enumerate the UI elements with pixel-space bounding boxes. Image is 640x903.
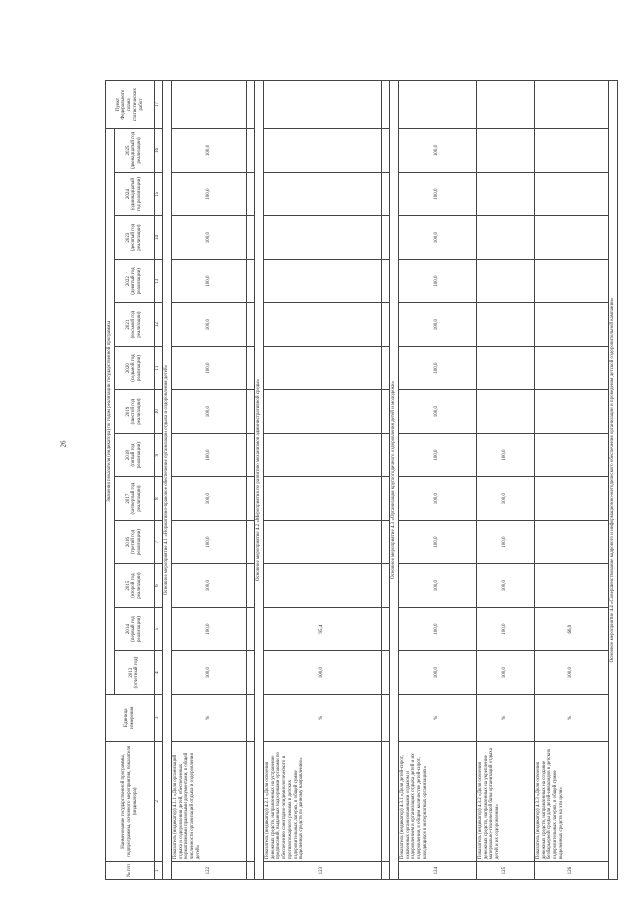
- column-number: 5: [154, 607, 162, 651]
- fedplan-cell: [398, 81, 476, 129]
- value-cell: 100,0: [398, 607, 476, 651]
- value-cell: [263, 390, 381, 434]
- value-cell: 100,0: [398, 520, 476, 564]
- fedplan-cell: [534, 81, 608, 129]
- header-year: 2025 (двенадцатый год реализации): [114, 129, 154, 173]
- value-cell: 100,0: [398, 390, 476, 434]
- header-name: Наименование государственной программы, подпрограммы, основного мероприятия, показателя (индикатора): [106, 741, 155, 861]
- column-number: 12: [154, 303, 162, 347]
- indicator-name: Показатель (индикатор) 4.3.1 «Доля детей-сирот, охваченных организованными отдыхом и оздоровлением в организациях отдыха детей и их оздоровления, в общем количестве детей-сирот, находящихся в интернатных организациях»: [398, 741, 476, 861]
- column-number: 16: [154, 129, 162, 173]
- value-cell: [263, 216, 381, 260]
- row-number: 122: [171, 862, 246, 880]
- fedplan-cell: [263, 81, 381, 129]
- value-cell: 100,0: [476, 564, 534, 608]
- indicators-table: [105, 80, 618, 880]
- value-cell: [263, 172, 381, 216]
- column-number: 7: [154, 520, 162, 564]
- unit-cell: %: [398, 694, 476, 741]
- header-year: 2022 (девятый год реализации): [114, 259, 154, 303]
- fedplan-cell: [476, 81, 534, 129]
- value-cell: [263, 129, 381, 173]
- value-cell: [534, 390, 608, 434]
- value-cell: 100,0: [171, 520, 246, 564]
- value-cell: 100,0: [171, 433, 246, 477]
- indicator-name: Показатель (индикатор) 4.1.1 «Доля организаций отдыха и оздоровления детей, обеспеченных нормативными правовыми документами, в общей численности организаций отдыха и оздоровления детей»: [171, 741, 246, 861]
- value-cell: 100,0: [398, 216, 476, 260]
- value-cell: 100,0: [398, 477, 476, 521]
- value-cell: 100,0: [263, 651, 381, 695]
- value-cell: 100,0: [398, 172, 476, 216]
- column-number: 13: [154, 259, 162, 303]
- section-title: Основное мероприятие 4.2 «Мероприятия по развитию механизмов административной среды»: [254, 81, 263, 880]
- column-number: 15: [154, 172, 162, 216]
- column-number: 9: [154, 433, 162, 477]
- value-cell: 100,0: [398, 651, 476, 695]
- value-cell: 100,0: [171, 259, 246, 303]
- value-cell: [534, 433, 608, 477]
- value-cell: [263, 477, 381, 521]
- header-year: 2015 (второй год реализации): [114, 564, 154, 608]
- value-cell: 100,0: [476, 433, 534, 477]
- value-cell: [534, 303, 608, 347]
- header-year: 2024 (одиннадцатый год реализации): [114, 172, 154, 216]
- value-cell: 95,4: [263, 607, 381, 651]
- header-year: 2017 (четвертый год реализации): [114, 477, 154, 521]
- value-cell: [476, 172, 534, 216]
- indicator-name: Показатель (индикатор) 4.2.1 «Доля освоения денежных средств, направленных на устранение предписаний, выданных надзорными органами по обеспечению санитарно-эпидемиологического и противопожарного режима в детских оздоровительных лагерях, в общей сумме выделенных средств по данному направлению»: [263, 741, 381, 861]
- value-cell: [534, 172, 608, 216]
- column-number: 11: [154, 346, 162, 390]
- column-number: 8: [154, 477, 162, 521]
- column-number: 17: [154, 81, 162, 129]
- column-number: 14: [154, 216, 162, 260]
- column-number: 4: [154, 651, 162, 695]
- value-cell: [534, 477, 608, 521]
- value-cell: [476, 129, 534, 173]
- unit-cell: %: [263, 694, 381, 741]
- unit-cell: %: [534, 694, 608, 741]
- page-number: 26: [59, 440, 68, 448]
- value-cell: 100,0: [398, 303, 476, 347]
- value-cell: 100,0: [398, 129, 476, 173]
- header-unit: Единица измерения: [106, 694, 155, 741]
- row-number: 126: [534, 862, 608, 880]
- value-cell: [534, 520, 608, 564]
- rotated-table-container: [105, 80, 615, 880]
- header-fedplan: Пункт Федерального плана статистических работ: [106, 81, 155, 129]
- value-cell: [263, 433, 381, 477]
- value-cell: [263, 303, 381, 347]
- header-values-group: Значения показателя (индикатора) по годам реализации государственной программы: [106, 129, 115, 695]
- value-cell: 100,0: [476, 651, 534, 695]
- value-cell: 100,0: [398, 259, 476, 303]
- row-number: 125: [476, 862, 534, 880]
- value-cell: [534, 259, 608, 303]
- table-row: [534, 81, 608, 880]
- value-cell: 100,0: [398, 564, 476, 608]
- column-number: 3: [154, 694, 162, 741]
- column-number: 1: [154, 862, 162, 880]
- value-cell: 100,0: [398, 433, 476, 477]
- value-cell: 100,0: [171, 303, 246, 347]
- column-numbers-row: [154, 81, 162, 880]
- unit-cell: %: [476, 694, 534, 741]
- value-cell: 100,0: [171, 564, 246, 608]
- value-cell: 100,0: [171, 607, 246, 651]
- value-cell: [476, 346, 534, 390]
- value-cell: 100,0: [171, 390, 246, 434]
- value-cell: 100,0: [476, 520, 534, 564]
- header-num: № п/п: [106, 862, 155, 880]
- value-cell: 100,0: [171, 216, 246, 260]
- indicator-name: Показатель (индикатор) 4.3.2 «Доля освоения денежных средств, направленных на укрепление материально-технической базы организаций отдыха детей и их оздоровления»: [476, 741, 534, 861]
- section-title: Основное мероприятие 4.4 «Совершенствование кадрового и информационно-методического обеспечения организации и проведения детской оздоровительной кампании»: [608, 81, 617, 880]
- value-cell: 100,0: [398, 346, 476, 390]
- table-row: [263, 81, 381, 880]
- table-row: [476, 81, 534, 880]
- value-cell: [476, 303, 534, 347]
- value-cell: 100,0: [476, 477, 534, 521]
- column-number: 6: [154, 564, 162, 608]
- value-cell: [534, 564, 608, 608]
- unit-cell: %: [171, 694, 246, 741]
- value-cell: [476, 216, 534, 260]
- value-cell: [263, 346, 381, 390]
- value-cell: [263, 564, 381, 608]
- section-title: Основное мероприятие 4.3 «Организация круглогодичного оздоровления детей и молодежи»: [389, 81, 398, 880]
- indicator-name: Показатель (индикатор) 4.3.3 «Доля освоения денежных средств, направленных на создание безбарьерной среды для детей-инвалидов в детских оздоровительных лагерях, в общей сумме выделенных средств на эти цели»: [534, 741, 608, 861]
- row-number: 123: [263, 862, 381, 880]
- value-cell: 100,0: [171, 651, 246, 695]
- value-cell: [534, 216, 608, 260]
- value-cell: 100,0: [534, 651, 608, 695]
- header-year: 2016 (третий год реализации): [114, 520, 154, 564]
- value-cell: 100,0: [171, 477, 246, 521]
- column-number: 2: [154, 741, 162, 861]
- value-cell: 100,0: [171, 129, 246, 173]
- value-cell: [534, 129, 608, 173]
- table-row: [171, 81, 246, 880]
- fedplan-cell: [171, 81, 246, 129]
- header-year: 2018 (пятый год реализации): [114, 433, 154, 477]
- header-year: 2023 (десятый год реализации): [114, 216, 154, 260]
- table-row: [398, 81, 476, 880]
- value-cell: [534, 346, 608, 390]
- value-cell: 100,0: [171, 346, 246, 390]
- value-cell: 100,0: [476, 607, 534, 651]
- value-cell: [476, 259, 534, 303]
- header-year: 2019 (шестой год реализации): [114, 390, 154, 434]
- value-cell: [263, 520, 381, 564]
- value-cell: 66,9: [534, 607, 608, 651]
- header-year: 2021 (восьмой год реализации): [114, 303, 154, 347]
- header-year: 2013 (отчетный год): [114, 651, 154, 695]
- header-year: 2020 (седьмой год реализации): [114, 346, 154, 390]
- column-number: 10: [154, 390, 162, 434]
- value-cell: [263, 259, 381, 303]
- value-cell: [476, 390, 534, 434]
- row-number: 124: [398, 862, 476, 880]
- header-year: 2014 (первый год реализации): [114, 607, 154, 651]
- section-title: Основное мероприятие 4.1 «Нормативно-правовое обеспечение организации отдыха и оздоровления детей»: [162, 81, 171, 880]
- value-cell: 100,0: [171, 172, 246, 216]
